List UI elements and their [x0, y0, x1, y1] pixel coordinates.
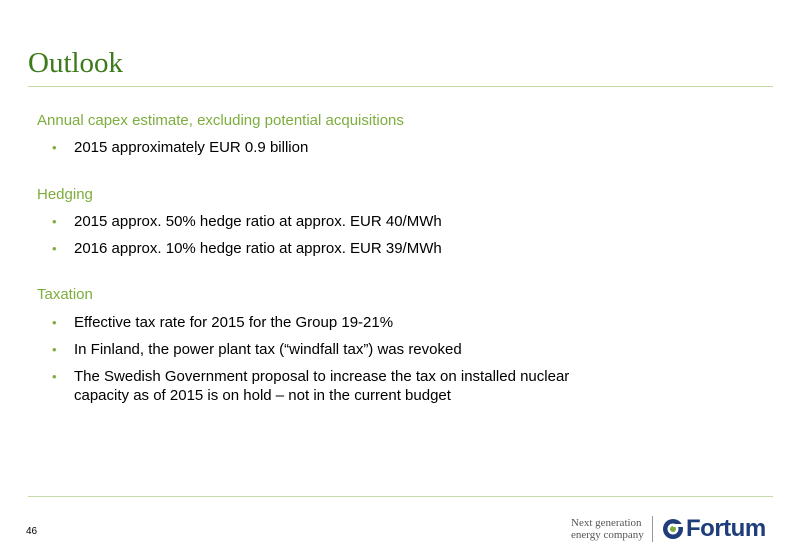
fortum-logo [662, 514, 766, 544]
bullet-icon: • [52, 315, 57, 330]
section-heading: Taxation [37, 286, 93, 303]
title-divider [28, 86, 773, 87]
section-taxation [37, 285, 657, 405]
bullet-text: 2016 approx. 10% hedge ratio at approx. EUR 39/MWh [74, 240, 442, 257]
bullet-text: The Swedish Government proposal to increase the tax on installed nuclear capacity as of 2015 is on hold – not in the current budget [74, 368, 570, 404]
bullet-item [37, 212, 657, 231]
bullet-item [37, 367, 657, 405]
logo-divider [652, 516, 653, 542]
section-heading: Annual capex estimate, excluding potential acquisitions [37, 112, 404, 129]
bullet-icon: • [52, 369, 57, 384]
bullet-list [37, 313, 657, 405]
logo-wordmark: Fortum [686, 515, 766, 542]
section-heading: Hedging [37, 186, 93, 203]
bullet-item [37, 313, 657, 332]
bullet-text: 2015 approx. 50% hedge ratio at approx. EUR 40/MWh [74, 213, 442, 230]
section-capex [37, 111, 657, 157]
fortum-logo-icon [662, 518, 684, 540]
bullet-list [37, 212, 657, 258]
bullet-list [37, 138, 657, 157]
bullet-text: Effective tax rate for 2015 for the Group 19-21% [74, 314, 394, 331]
footer-divider [28, 496, 773, 497]
bullet-item [37, 138, 657, 157]
bullet-icon: • [52, 241, 57, 256]
slide-title: Outlook [28, 47, 124, 79]
bullet-item [37, 340, 657, 359]
slide-content [37, 111, 657, 405]
section-hedging [37, 185, 657, 258]
bullet-icon: • [52, 140, 57, 155]
company-tagline [571, 517, 644, 541]
tagline-line: Next generation [571, 517, 642, 529]
bullet-icon: • [52, 214, 57, 229]
tagline-line: energy company [571, 529, 644, 541]
page-number: 46 [26, 526, 38, 537]
bullet-text: 2015 approximately EUR 0.9 billion [74, 139, 309, 156]
bullet-text: In Finland, the power plant tax (“windfall tax”) was revoked [74, 341, 462, 358]
bullet-icon: • [52, 342, 57, 357]
bullet-item [37, 239, 657, 258]
